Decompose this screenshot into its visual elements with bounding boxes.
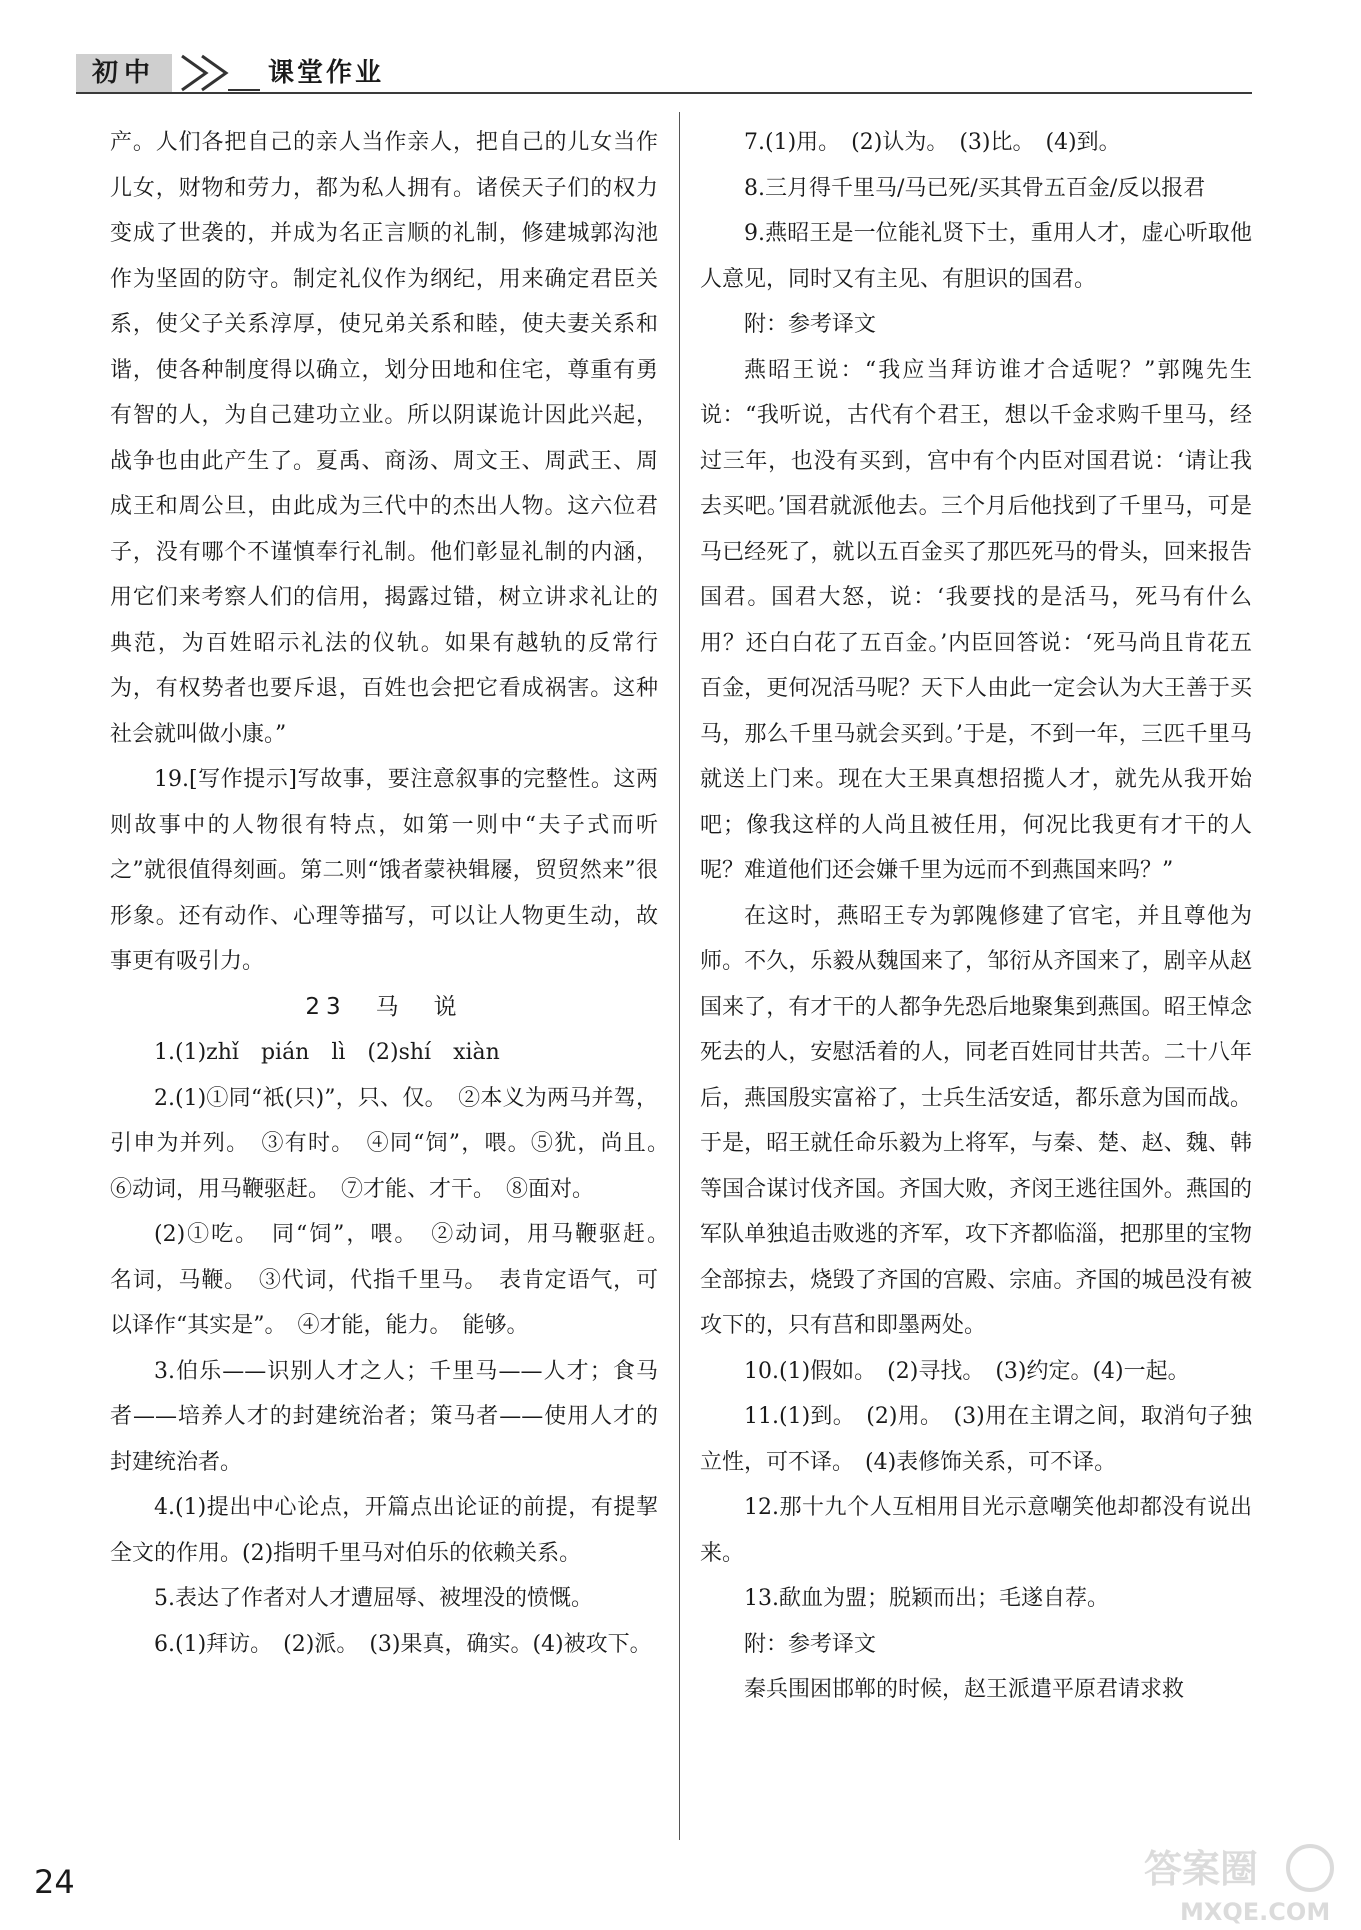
page-header (76, 54, 1252, 92)
text-paragraph: 3.伯乐——识别人才之人；千里马——人才；食马者——培养人才的封建统治者；策马者——使用人才的封建统治者。 (110, 1358, 658, 1475)
text-paragraph: 19.[写作提示]写故事，要注意叙事的完整性。这两则故事中的人物很有特点，如第一则中“夫子式而听之”就很值得刻画。第二则“饿者蒙袂辑屦，贸贸然来”很形象。还有动作、心理等描写，可以让人物更生动，故事更有吸引力。 (110, 767, 658, 974)
chevron-arrows-icon (176, 54, 260, 92)
grade-label: 初中 (76, 54, 172, 92)
text-paragraph: 4.(1)提出中心论点，开篇点出论证的前提，有提挈全文的作用。(2)指明千里马对伯乐的依赖关系。 (110, 1495, 658, 1566)
text-paragraph: 燕昭王说：“我应当拜访谁才合适呢？”郭隗先生说：“我听说，古代有个君王，想以千金求购千里马，经过三年，也没有买到，宫中有个内臣对国君说：‘请让我去买吧。’国君就派他去。三个月后他找到了千里马，可是马已经死了，就以五百金买了那匹死马的骨头，回来报告国君。国君大怒，说：‘我要找的是活马，死马有什么用？还白白花了五百金。’内臣回答说：‘死马尚且肯花五百金，更何况活马呢？天下人由此一定会认为大王善于买马，那么千里马就会买到。’于是，不到一年，三匹千里马就送上门来。现在大王果真想招揽人才，就先从我开始吧；像我这样的人尚且被任用，何况比我更有才干的人呢？难道他们还会嫌千里为远而不到燕国来吗？” (700, 357, 1252, 883)
column-divider (679, 112, 680, 1840)
text-paragraph: (2)①吃。 同“饲”，喂。 ②动词，用马鞭驱赶。 名词，马鞭。 ③代词，代指千里马。 表肯定语气，可以译作“其实是”。 ④才能，能力。 能够。 (110, 1222, 681, 1338)
series-title: 课堂作业 (268, 58, 385, 88)
text-paragraph: 7.(1)用。 (2)认为。 (3)比。 (4)到。 (744, 130, 1121, 155)
text-paragraph: 13.歃血为盟；脱颖而出；毛遂自荐。 (744, 1586, 1109, 1611)
text-paragraph: 在这时，燕昭王专为郭隗修建了官宅，并且尊他为师。不久，乐毅从魏国来了，邹衍从齐国来了，剧辛从赵国来了，有才干的人都争先恐后地聚集到燕国。昭王悼念死去的人，安慰活着的人，同老百姓同甘共苦。二十八年后，燕国殷实富裕了，士兵生活安适，都乐意为国而战。于是，昭王就任命乐毅为上将军，与秦、楚、赵、魏、韩等国合谋讨伐齐国。齐国大败，齐闵王逃往国外。燕国的军队单独追击败逃的齐军，攻下齐都临淄，把那里的宝物全部掠去，烧毁了齐国的宫殿、宗庙。齐国的城邑没有被攻下的，只有莒和即墨两处。 (700, 903, 1252, 1338)
text-paragraph: 11.(1)到。 (2)用。 (3)用在主谓之间，取消句子独立性，可不译。 (4)表修饰关系，可不译。 (700, 1404, 1252, 1475)
text-paragraph: 2.(1)①同“祇(只)”，只、仅。 ②本义为两马并驾，引申为并列。 ③有时。 ④同“饲”，喂。⑤犹，尚且。 ⑥动词，用马鞭驱赶。 ⑦才能、才干。 ⑧面对。 (110, 1085, 681, 1202)
watermark-text: 答案圈 (1144, 1847, 1259, 1891)
left-column (110, 120, 681, 1667)
text-paragraph: 5.表达了作者对人才遭屈辱、被埋没的愤慨。 (154, 1586, 593, 1611)
right-column (700, 120, 1252, 1713)
text-paragraph: 12.那十九个人互相用目光示意嘲笑他却都没有说出来。 (700, 1495, 1252, 1566)
watermark-logo (1140, 1842, 1350, 1926)
text-paragraph: 8.三月得千里马/马已死/买其骨五百金/反以报君 (744, 175, 1206, 201)
text-paragraph: 附：参考译文 (744, 312, 877, 337)
watermark-url: MXQE.COM (1180, 1898, 1331, 1926)
text-paragraph: 10.(1)假如。 (2)寻找。 (3)约定。(4)一起。 (744, 1358, 1190, 1384)
text-paragraph: 6.(1)拜访。 (2)派。 (3)果真，确实。(4)被攻下。 (154, 1631, 652, 1657)
header-rule (76, 92, 1252, 94)
text-paragraph: 1.(1)zhǐ pián lì (2)shí xiàn (154, 1040, 500, 1065)
text-paragraph: 秦兵围困邯郸的时候，赵王派遣平原君请求救 (744, 1677, 1185, 1702)
text-paragraph: 附：参考译文 (744, 1631, 877, 1657)
text-paragraph: 产。人们各把自己的亲人当作亲人，把自己的儿女当作儿女，财物和劳力，都为私人拥有。诸侯天子们的权力变成了世袭的，并成为名正言顺的礼制，修建城郭沟池作为坚固的防守。制定礼仪作为纲纪，用来确定君臣关系，使父子关系淳厚，使兄弟关系和睦，使夫妻关系和谐，使各种制度得以确立，划分田地和住宅，尊重有勇有智的人，为自己建功立业。所以阴谋诡计因此兴起，战争也由此产生了。夏禹、商汤、周文王、周武王、周成王和周公旦，由此成为三代中的杰出人物。这六位君子，没有哪个不谨慎奉行礼制。他们彰显礼制的内涵，用它们来考察人们的信用，揭露过错，树立讲求礼让的典范，为百姓昭示礼法的仪轨。如果有越轨的反常行为，有权势者也要斥退，百姓也会把它看成祸害。这种社会就叫做小康。” (110, 130, 658, 747)
page-number: 24 (34, 1863, 75, 1901)
section-heading: 23 马 说 (305, 993, 463, 1020)
text-paragraph: 9.燕昭王是一位能礼贤下士，重用人才，虚心听取他人意见，同时又有主见、有胆识的国君。 (700, 221, 1252, 292)
